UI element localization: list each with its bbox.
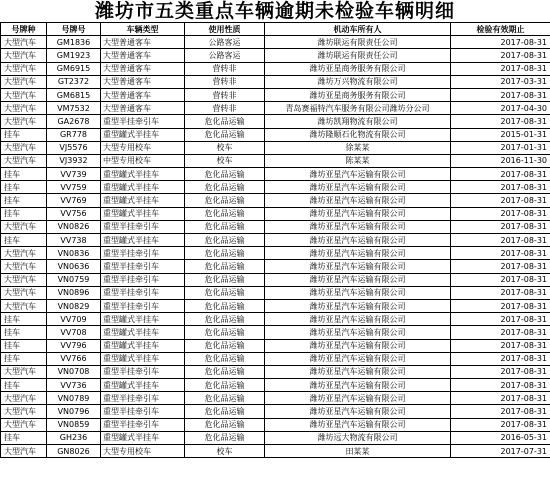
vehicle-type-cell: 大型普通客车: [101, 49, 185, 62]
plate-number-cell: GM1923: [47, 49, 101, 62]
owner-cell: 潍坊亚星汽车运输有限公司: [265, 247, 451, 260]
vehicle-type-cell: 重型罐式半挂车: [101, 181, 185, 194]
vehicle-type-cell: 大型专用校车: [101, 445, 185, 458]
expiry-cell: 2017-08-31: [451, 418, 550, 431]
table-row: [1, 115, 550, 128]
plate-type-cell: 大型汽车: [1, 102, 47, 115]
plate-number-cell: VV739: [47, 168, 101, 181]
plate-number-cell: VN0759: [47, 273, 101, 286]
vehicle-type-cell: 重型半挂牵引车: [101, 418, 185, 431]
plate-number-cell: VV759: [47, 181, 101, 194]
table-row: [1, 326, 550, 339]
col-header-usage: 使用性质: [185, 23, 265, 36]
vehicle-type-cell: 重型半挂牵引车: [101, 220, 185, 233]
owner-cell: 潍坊亚星汽车运输有限公司: [265, 418, 451, 431]
usage-cell: 危化品运输: [185, 207, 265, 220]
vehicle-table: [0, 22, 550, 458]
usage-cell: 危化品运输: [185, 365, 265, 378]
table-row: [1, 339, 550, 352]
plate-type-cell: 大型汽车: [1, 418, 47, 431]
usage-cell: 危化品运输: [185, 220, 265, 233]
table-row: [1, 207, 550, 220]
vehicle-type-cell: 大型普通客车: [101, 36, 185, 49]
plate-number-cell: VV709: [47, 313, 101, 326]
plate-number-cell: VV708: [47, 326, 101, 339]
owner-cell: 潍坊亚星汽车运输有限公司: [265, 194, 451, 207]
plate-type-cell: 大型汽车: [1, 273, 47, 286]
usage-cell: 危化品运输: [185, 405, 265, 418]
table-row: [1, 88, 550, 101]
usage-cell: 危化品运输: [185, 431, 265, 444]
usage-cell: 危化品运输: [185, 168, 265, 181]
usage-cell: 危化品运输: [185, 273, 265, 286]
plate-number-cell: VJ3932: [47, 154, 101, 167]
expiry-cell: 2017-08-31: [451, 181, 550, 194]
table-row: [1, 128, 550, 141]
expiry-cell: 2017-08-31: [451, 220, 550, 233]
owner-cell: 潍坊亚星汽车运输有限公司: [265, 365, 451, 378]
expiry-cell: 2017-03-31: [451, 75, 550, 88]
plate-number-cell: VV736: [47, 379, 101, 392]
plate-number-cell: VN0896: [47, 286, 101, 299]
table-row: [1, 352, 550, 365]
vehicle-type-cell: 重型罐式半挂车: [101, 128, 185, 141]
plate-number-cell: VV766: [47, 352, 101, 365]
plate-type-cell: 挂车: [1, 431, 47, 444]
expiry-cell: 2017-08-31: [451, 194, 550, 207]
usage-cell: 危化品运输: [185, 286, 265, 299]
plate-type-cell: 大型汽车: [1, 154, 47, 167]
plate-type-cell: 挂车: [1, 339, 47, 352]
owner-cell: 潍坊亚星汽车运输有限公司: [265, 339, 451, 352]
expiry-cell: 2017-08-31: [451, 36, 550, 49]
plate-type-cell: 挂车: [1, 168, 47, 181]
plate-type-cell: 大型汽车: [1, 445, 47, 458]
table-row: [1, 418, 550, 431]
table-row: [1, 220, 550, 233]
table-row: [1, 49, 550, 62]
plate-number-cell: VN0708: [47, 365, 101, 378]
plate-number-cell: GM1836: [47, 36, 101, 49]
plate-number-cell: VJ5576: [47, 141, 101, 154]
owner-cell: 徐某某: [265, 141, 451, 154]
expiry-cell: 2017-08-31: [451, 247, 550, 260]
plate-type-cell: 大型汽车: [1, 299, 47, 312]
owner-cell: 潍坊亚星汽车运输有限公司: [265, 379, 451, 392]
usage-cell: 危化品运输: [185, 418, 265, 431]
usage-cell: 危化品运输: [185, 194, 265, 207]
col-header-vehicle-type: 车辆类型: [101, 23, 185, 36]
table-row: [1, 405, 550, 418]
plate-type-cell: 挂车: [1, 181, 47, 194]
expiry-cell: 2017-08-31: [451, 299, 550, 312]
table-row: [1, 102, 550, 115]
owner-cell: 潍坊万兴物流有限公司: [265, 75, 451, 88]
col-header-inspection-expiry: 检验有效期止: [451, 23, 550, 36]
table-row: [1, 181, 550, 194]
table-header-row: [1, 23, 550, 36]
table-row: [1, 36, 550, 49]
owner-cell: 潍坊凯翔物流有限公司: [265, 115, 451, 128]
owner-cell: 潍坊亚星汽车运输有限公司: [265, 352, 451, 365]
plate-number-cell: VN0826: [47, 220, 101, 233]
table-row: [1, 247, 550, 260]
plate-type-cell: 大型汽车: [1, 75, 47, 88]
plate-number-cell: VN0859: [47, 418, 101, 431]
col-header-plate-number: 号牌号: [47, 23, 101, 36]
expiry-cell: 2017-08-31: [451, 260, 550, 273]
owner-cell: 潍坊远大物流有限公司: [265, 431, 451, 444]
usage-cell: 校车: [185, 154, 265, 167]
usage-cell: 危化品运输: [185, 339, 265, 352]
vehicle-type-cell: 重型罐式半挂车: [101, 234, 185, 247]
plate-type-cell: 大型汽车: [1, 220, 47, 233]
vehicle-type-cell: 大型普通客车: [101, 75, 185, 88]
plate-number-cell: GR778: [47, 128, 101, 141]
usage-cell: 危化品运输: [185, 392, 265, 405]
table-row: [1, 273, 550, 286]
usage-cell: 公路客运: [185, 49, 265, 62]
plate-number-cell: GH236: [47, 431, 101, 444]
plate-type-cell: 大型汽车: [1, 392, 47, 405]
table-row: [1, 194, 550, 207]
table-row: [1, 141, 550, 154]
expiry-cell: 2017-07-31: [451, 445, 550, 458]
page-title: 潍坊市五类重点车辆逾期未检验车辆明细: [94, 0, 455, 22]
plate-type-cell: 大型汽车: [1, 62, 47, 75]
plate-number-cell: VV738: [47, 234, 101, 247]
table-row: [1, 431, 550, 444]
vehicle-type-cell: 重型罐式半挂车: [101, 326, 185, 339]
expiry-cell: 2017-08-31: [451, 207, 550, 220]
usage-cell: 校车: [185, 141, 265, 154]
plate-type-cell: 大型汽车: [1, 115, 47, 128]
expiry-cell: 2015-01-31: [451, 128, 550, 141]
expiry-cell: 2017-08-31: [451, 392, 550, 405]
expiry-cell: 2017-08-31: [451, 273, 550, 286]
vehicle-type-cell: 重型半挂牵引车: [101, 286, 185, 299]
expiry-cell: 2017-08-31: [451, 49, 550, 62]
plate-type-cell: 挂车: [1, 207, 47, 220]
plate-number-cell: VN0789: [47, 392, 101, 405]
expiry-cell: 2017-04-30: [451, 102, 550, 115]
plate-number-cell: GT2372: [47, 75, 101, 88]
owner-cell: 潍坊亚星汽车运输有限公司: [265, 273, 451, 286]
usage-cell: 营转非: [185, 62, 265, 75]
plate-number-cell: GM6915: [47, 62, 101, 75]
usage-cell: 危化品运输: [185, 326, 265, 339]
expiry-cell: 2017-08-31: [451, 62, 550, 75]
table-row: [1, 445, 550, 458]
plate-number-cell: VM7532: [47, 102, 101, 115]
vehicle-type-cell: 重型半挂牵引车: [101, 273, 185, 286]
owner-cell: 潍坊亚星商务服务有限公司: [265, 88, 451, 101]
plate-type-cell: 挂车: [1, 352, 47, 365]
usage-cell: 危化品运输: [185, 234, 265, 247]
vehicle-type-cell: 重型半挂牵引车: [101, 299, 185, 312]
owner-cell: 潍坊亚星商务服务有限公司: [265, 62, 451, 75]
vehicle-type-cell: 大型普通客车: [101, 88, 185, 101]
plate-type-cell: 大型汽车: [1, 405, 47, 418]
usage-cell: 危化品运输: [185, 313, 265, 326]
owner-cell: 潍坊联运有限责任公司: [265, 49, 451, 62]
owner-cell: 潍坊亚星汽车运输有限公司: [265, 220, 451, 233]
usage-cell: 危化品运输: [185, 260, 265, 273]
owner-cell: 潍坊亚星汽车运输有限公司: [265, 405, 451, 418]
table-row: [1, 365, 550, 378]
plate-number-cell: GM6815: [47, 88, 101, 101]
usage-cell: 危化品运输: [185, 128, 265, 141]
table-row: [1, 286, 550, 299]
vehicle-type-cell: 重型罐式半挂车: [101, 168, 185, 181]
plate-type-cell: 挂车: [1, 326, 47, 339]
vehicle-type-cell: 重型半挂牵引车: [101, 247, 185, 260]
plate-type-cell: 挂车: [1, 313, 47, 326]
plate-type-cell: 大型汽车: [1, 260, 47, 273]
table-row: [1, 379, 550, 392]
plate-type-cell: 挂车: [1, 128, 47, 141]
expiry-cell: 2017-08-31: [451, 115, 550, 128]
owner-cell: 潍坊亚星汽车运输有限公司: [265, 286, 451, 299]
expiry-cell: 2017-08-31: [451, 234, 550, 247]
col-header-plate-type: 号牌种: [1, 23, 47, 36]
expiry-cell: 2017-08-31: [451, 339, 550, 352]
plate-type-cell: 挂车: [1, 234, 47, 247]
expiry-cell: 2017-08-31: [451, 405, 550, 418]
expiry-cell: 2017-01-31: [451, 141, 550, 154]
usage-cell: 营转非: [185, 102, 265, 115]
usage-cell: 校车: [185, 445, 265, 458]
usage-cell: 营转非: [185, 75, 265, 88]
usage-cell: 危化品运输: [185, 352, 265, 365]
table-row: [1, 168, 550, 181]
owner-cell: 青岛赛福特汽车服务有限公司潍坊分公司: [265, 102, 451, 115]
owner-cell: 潍坊隆顺石化物流有限公司: [265, 128, 451, 141]
plate-number-cell: VN0836: [47, 247, 101, 260]
vehicle-type-cell: 重型罐式半挂车: [101, 379, 185, 392]
plate-type-cell: 大型汽车: [1, 286, 47, 299]
plate-type-cell: 挂车: [1, 379, 47, 392]
expiry-cell: 2017-08-31: [451, 326, 550, 339]
vehicle-type-cell: 重型半挂牵引车: [101, 365, 185, 378]
table-row: [1, 62, 550, 75]
expiry-cell: 2016-05-31: [451, 431, 550, 444]
vehicle-type-cell: 重型罐式半挂车: [101, 352, 185, 365]
vehicle-type-cell: 重型半挂牵引车: [101, 405, 185, 418]
plate-type-cell: 挂车: [1, 194, 47, 207]
owner-cell: 潍坊亚星汽车运输有限公司: [265, 234, 451, 247]
table-row: [1, 154, 550, 167]
plate-type-cell: 大型汽车: [1, 247, 47, 260]
table-row: [1, 313, 550, 326]
owner-cell: 潍坊亚星汽车运输有限公司: [265, 181, 451, 194]
owner-cell: 潍坊亚星汽车运输有限公司: [265, 207, 451, 220]
usage-cell: 危化品运输: [185, 247, 265, 260]
plate-number-cell: VN0829: [47, 299, 101, 312]
expiry-cell: 2017-08-31: [451, 352, 550, 365]
vehicle-type-cell: 重型半挂牵引车: [101, 392, 185, 405]
plate-type-cell: 大型汽车: [1, 141, 47, 154]
table-row: [1, 299, 550, 312]
table-body: [1, 36, 550, 458]
usage-cell: 危化品运输: [185, 299, 265, 312]
usage-cell: 公路客运: [185, 36, 265, 49]
vehicle-type-cell: 大型专用校车: [101, 141, 185, 154]
expiry-cell: 2017-08-31: [451, 168, 550, 181]
plate-number-cell: VV756: [47, 207, 101, 220]
expiry-cell: 2017-08-31: [451, 313, 550, 326]
plate-number-cell: VN0636: [47, 260, 101, 273]
usage-cell: 危化品运输: [185, 181, 265, 194]
table-row: [1, 392, 550, 405]
expiry-cell: 2016-11-30: [451, 154, 550, 167]
vehicle-type-cell: 重型罐式半挂车: [101, 431, 185, 444]
plate-number-cell: GN8026: [47, 445, 101, 458]
owner-cell: 潍坊联运有限责任公司: [265, 36, 451, 49]
owner-cell: 潍坊亚星汽车运输有限公司: [265, 260, 451, 273]
usage-cell: 营转非: [185, 88, 265, 101]
table-row: [1, 234, 550, 247]
owner-cell: 田某某: [265, 445, 451, 458]
vehicle-type-cell: 重型半挂牵引车: [101, 260, 185, 273]
table-row: [1, 260, 550, 273]
plate-number-cell: VV769: [47, 194, 101, 207]
plate-number-cell: VV796: [47, 339, 101, 352]
plate-type-cell: 大型汽车: [1, 36, 47, 49]
vehicle-type-cell: 重型罐式半挂车: [101, 194, 185, 207]
vehicle-type-cell: 中型专用校车: [101, 154, 185, 167]
owner-cell: 潍坊亚星汽车运输有限公司: [265, 313, 451, 326]
vehicle-type-cell: 重型罐式半挂车: [101, 313, 185, 326]
expiry-cell: 2017-08-31: [451, 88, 550, 101]
vehicle-type-cell: 大型普通客车: [101, 62, 185, 75]
owner-cell: 潍坊亚星汽车运输有限公司: [265, 168, 451, 181]
plate-type-cell: 大型汽车: [1, 365, 47, 378]
owner-cell: 潍坊亚星汽车运输有限公司: [265, 326, 451, 339]
expiry-cell: 2017-08-31: [451, 286, 550, 299]
col-header-owner: 机动车所有人: [265, 23, 451, 36]
owner-cell: 潍坊亚星汽车运输有限公司: [265, 392, 451, 405]
expiry-cell: 2017-08-31: [451, 365, 550, 378]
usage-cell: 危化品运输: [185, 115, 265, 128]
plate-type-cell: 大型汽车: [1, 88, 47, 101]
vehicle-type-cell: 重型罐式半挂车: [101, 207, 185, 220]
vehicle-type-cell: 重型罐式半挂车: [101, 339, 185, 352]
plate-number-cell: GA2678: [47, 115, 101, 128]
usage-cell: 危化品运输: [185, 379, 265, 392]
plate-number-cell: VN0796: [47, 405, 101, 418]
plate-type-cell: 大型汽车: [1, 49, 47, 62]
owner-cell: 陈某某: [265, 154, 451, 167]
vehicle-type-cell: 大型普通客车: [101, 102, 185, 115]
expiry-cell: 2017-08-31: [451, 379, 550, 392]
owner-cell: 潍坊亚星汽车运输有限公司: [265, 299, 451, 312]
table-row: [1, 75, 550, 88]
vehicle-type-cell: 重型半挂牵引车: [101, 115, 185, 128]
